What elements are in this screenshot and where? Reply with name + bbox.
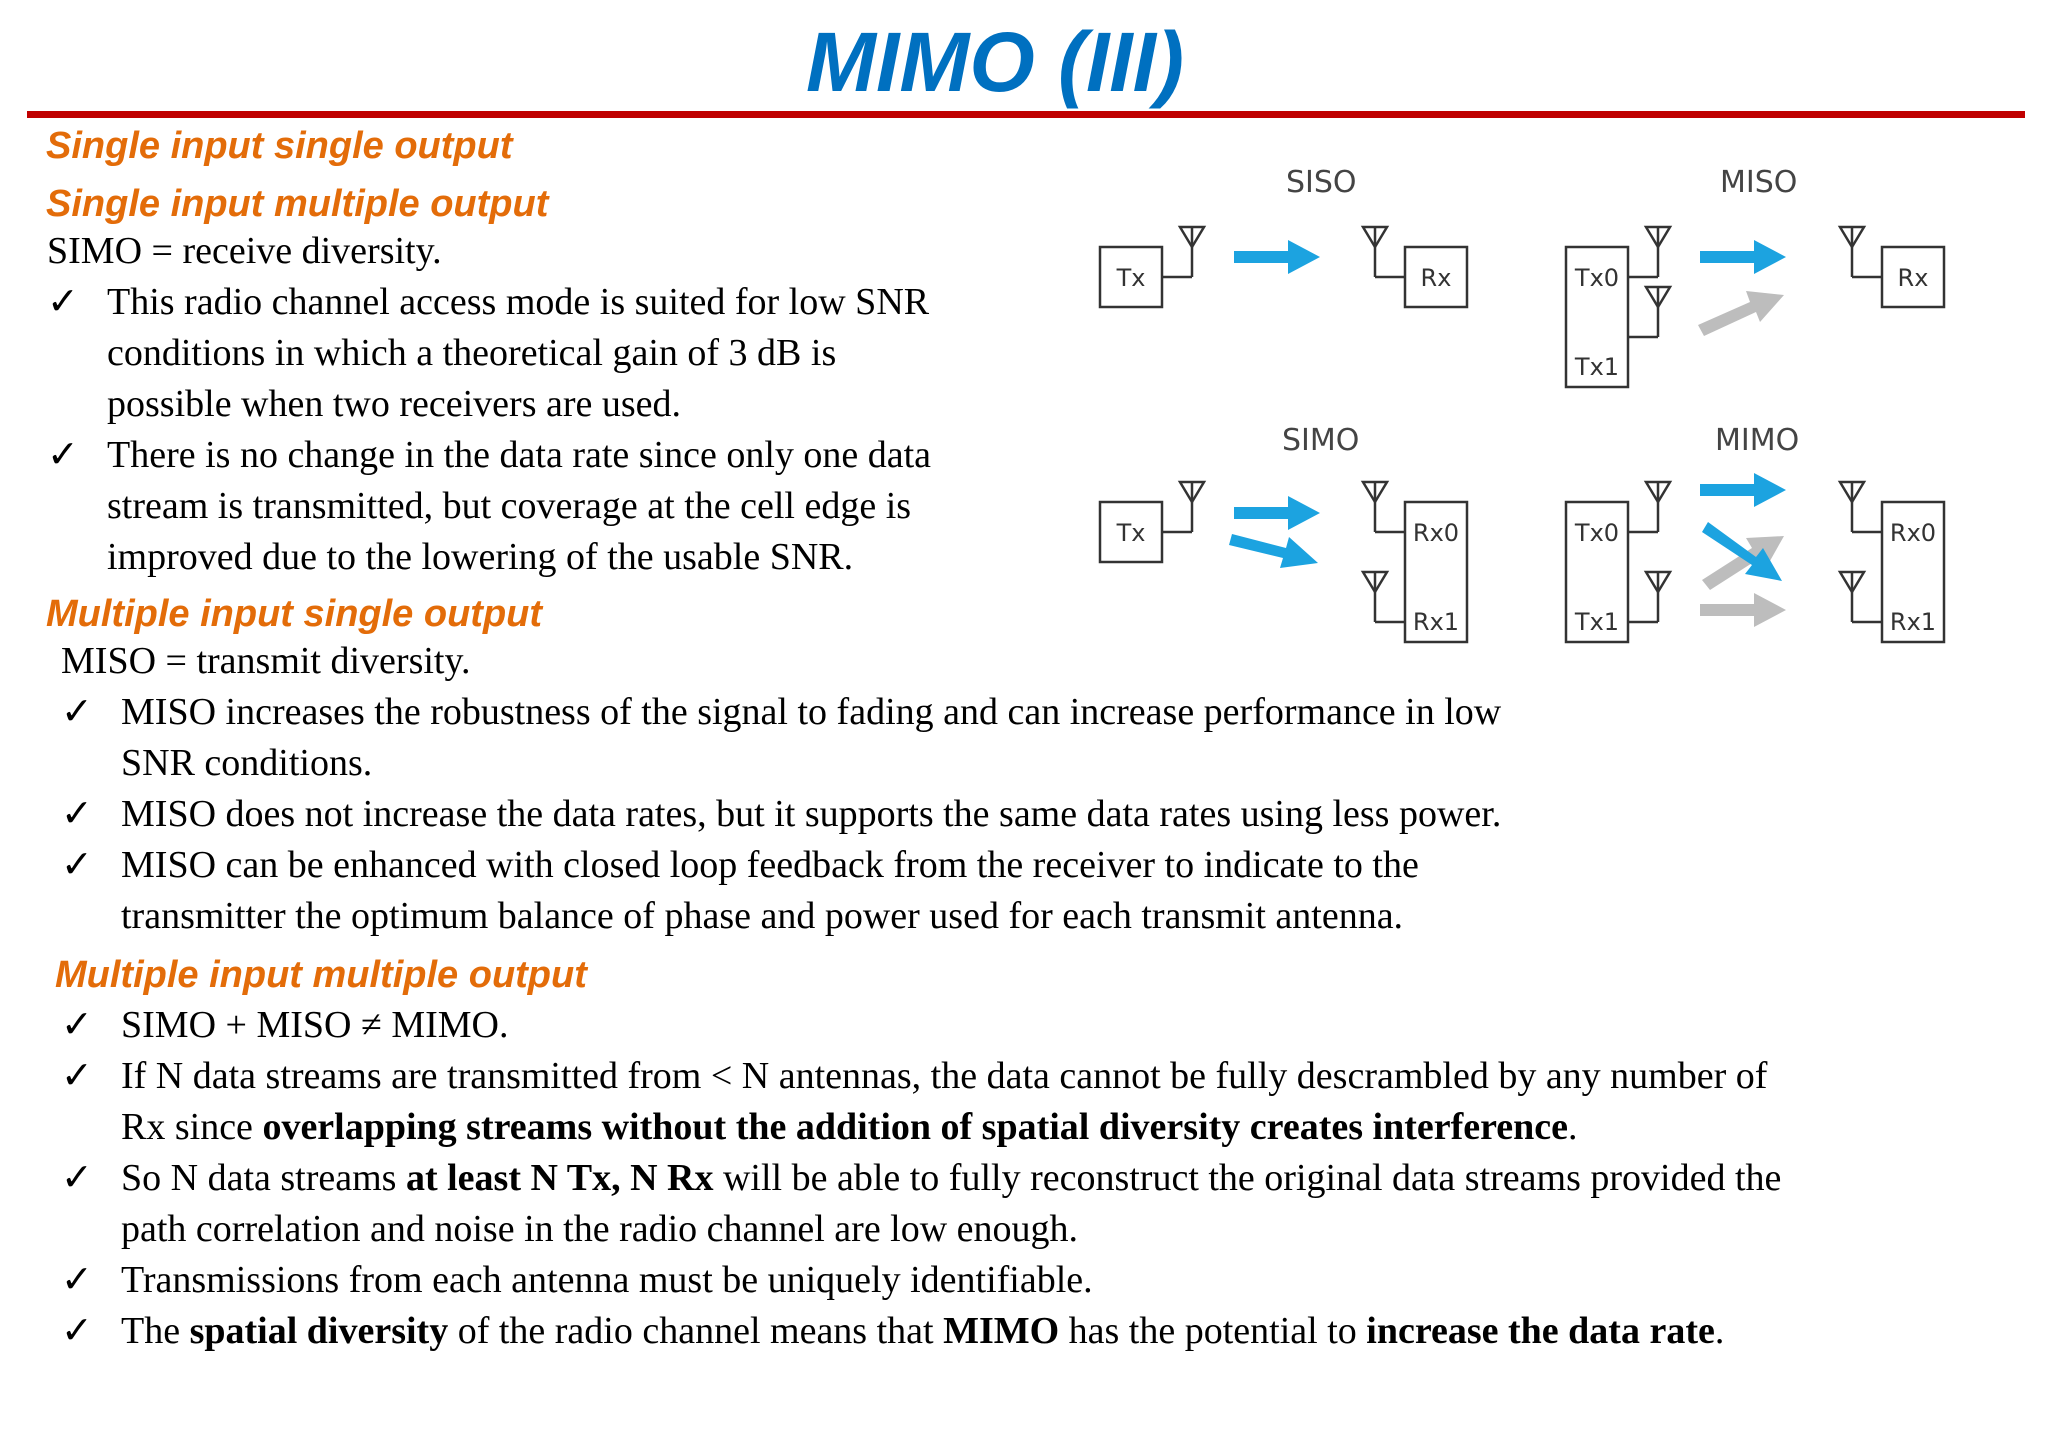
antenna-icon bbox=[1646, 227, 1670, 277]
heading-siso: Single input single output bbox=[46, 125, 513, 167]
tx1-label: Tx1 bbox=[1574, 608, 1620, 636]
check-icon: ✓ bbox=[61, 1259, 93, 1301]
text-run-bold: increase the data rate bbox=[1366, 1310, 1715, 1352]
antenna-icon bbox=[1180, 227, 1204, 277]
text-run-bold: MIMO bbox=[943, 1310, 1060, 1352]
antenna-config-diagram bbox=[1090, 150, 1970, 660]
text-run: The bbox=[121, 1310, 190, 1352]
tx1-label: Tx1 bbox=[1574, 353, 1620, 381]
tx0-label: Tx0 bbox=[1574, 264, 1620, 292]
antenna-icon bbox=[1646, 482, 1670, 532]
antenna-icon bbox=[1363, 482, 1387, 532]
antenna-icon bbox=[1180, 482, 1204, 532]
stream-arrow-secondary bbox=[1702, 536, 1784, 590]
heading-simo: Single input multiple output bbox=[46, 183, 549, 225]
siso-label: SISO bbox=[1286, 165, 1357, 200]
text-run: . bbox=[1568, 1106, 1578, 1148]
stream-arrow bbox=[1700, 473, 1786, 507]
rx0-label: Rx0 bbox=[1889, 519, 1937, 547]
stream-arrow-secondary bbox=[1698, 291, 1784, 336]
bullet-line: Transmissions from each antenna must be uniquely identifiable. bbox=[121, 1259, 1093, 1301]
check-icon: ✓ bbox=[61, 1310, 93, 1352]
tx-label: Tx bbox=[1116, 519, 1146, 547]
bullet-line: SNR conditions. bbox=[121, 742, 373, 784]
heading-mimo: Multiple input multiple output bbox=[55, 954, 587, 996]
check-icon: ✓ bbox=[61, 691, 93, 733]
text-run: . bbox=[1714, 1310, 1725, 1352]
miso-intro: MISO = transmit diversity. bbox=[61, 640, 471, 682]
rx1-label: Rx1 bbox=[1889, 608, 1937, 636]
mimo-label: MIMO bbox=[1715, 423, 1800, 458]
bullet-line: MISO increases the robustness of the signal to fading and can increase performance in low bbox=[121, 691, 1502, 733]
antenna-icon bbox=[1840, 227, 1864, 277]
text-run-bold: at least N Tx, N Rx bbox=[405, 1157, 714, 1199]
simo-intro: SIMO = receive diversity. bbox=[47, 230, 442, 272]
rx-label: Rx bbox=[1420, 264, 1452, 292]
rx1-label: Rx1 bbox=[1412, 608, 1460, 636]
simo-panel bbox=[1100, 423, 1467, 642]
check-icon: ✓ bbox=[61, 1055, 93, 1097]
check-icon: ✓ bbox=[61, 1004, 93, 1046]
text-run: Rx since bbox=[121, 1106, 263, 1148]
check-icon: ✓ bbox=[47, 434, 79, 476]
simo-label: SIMO bbox=[1282, 423, 1360, 458]
check-icon: ✓ bbox=[61, 793, 93, 835]
bullet-line: possible when two receivers are used. bbox=[107, 383, 682, 425]
miso-panel bbox=[1566, 165, 1944, 387]
text-run: of the radio channel means that bbox=[448, 1310, 944, 1352]
check-icon: ✓ bbox=[61, 1157, 93, 1199]
rx-label: Rx bbox=[1897, 264, 1929, 292]
mimo-panel bbox=[1566, 423, 1944, 642]
check-icon: ✓ bbox=[47, 281, 79, 323]
antenna-icon bbox=[1363, 227, 1387, 277]
bullet-line: transmitter the optimum balance of phase and power used for each transmit antenna. bbox=[121, 895, 1404, 937]
text-run: So N data streams bbox=[121, 1157, 406, 1199]
stream-arrow bbox=[1234, 496, 1320, 530]
stream-arrow bbox=[1700, 240, 1786, 274]
rx0-label: Rx0 bbox=[1412, 519, 1460, 547]
bullet-line: path correlation and noise in the radio channel are low enough. bbox=[121, 1208, 1079, 1250]
siso-panel bbox=[1100, 165, 1467, 307]
bullet-line: MISO can be enhanced with closed loop feedback from the receiver to indicate to the bbox=[121, 844, 1419, 886]
bullet-line: conditions in which a theoretical gain of 3 dB is bbox=[107, 332, 837, 374]
heading-miso: Multiple input single output bbox=[46, 593, 543, 635]
miso-label: MISO bbox=[1720, 165, 1798, 200]
stream-arrow bbox=[1234, 240, 1320, 274]
antenna-icon bbox=[1840, 482, 1864, 532]
text-run: has the potential to bbox=[1059, 1310, 1367, 1352]
antenna-icon bbox=[1840, 572, 1864, 622]
bullet-line bbox=[121, 1306, 1724, 1357]
text-run-bold: overlapping streams without the addition of spatial diversity creates interference bbox=[262, 1106, 1569, 1148]
tx-label: Tx bbox=[1116, 264, 1146, 292]
antenna-icon bbox=[1646, 287, 1670, 337]
antenna-icon bbox=[1646, 572, 1670, 622]
stream-arrow bbox=[1229, 534, 1318, 568]
bullet-line: There is no change in the data rate since only one data bbox=[107, 434, 932, 476]
bullet-line: If N data streams are transmitted from < N antennas, the data cannot be fully descrambled by any number of bbox=[121, 1055, 1768, 1097]
antenna-icon bbox=[1363, 572, 1387, 622]
stream-arrow-secondary bbox=[1700, 593, 1786, 627]
check-icon: ✓ bbox=[61, 844, 93, 886]
tx0-label: Tx0 bbox=[1574, 519, 1620, 547]
bullet-line: stream is transmitted, but coverage at the cell edge is bbox=[107, 485, 912, 527]
page-title: MIMO (III) bbox=[806, 15, 1184, 109]
bullet-line: SIMO + MISO ≠ MIMO. bbox=[121, 1004, 509, 1046]
bullet-line: improved due to the lowering of the usable SNR. bbox=[107, 536, 854, 578]
bullet-line: This radio channel access mode is suited for low SNR bbox=[107, 281, 930, 323]
bullet-line: MISO does not increase the data rates, but it supports the same data rates using less power. bbox=[121, 793, 1502, 835]
bullet-line bbox=[121, 1153, 1781, 1204]
text-run-bold: spatial diversity bbox=[189, 1310, 449, 1352]
title-divider bbox=[27, 111, 2025, 118]
bullet-line bbox=[121, 1102, 1767, 1153]
text-run: will be able to fully reconstruct the original data streams provided the bbox=[713, 1157, 1782, 1199]
